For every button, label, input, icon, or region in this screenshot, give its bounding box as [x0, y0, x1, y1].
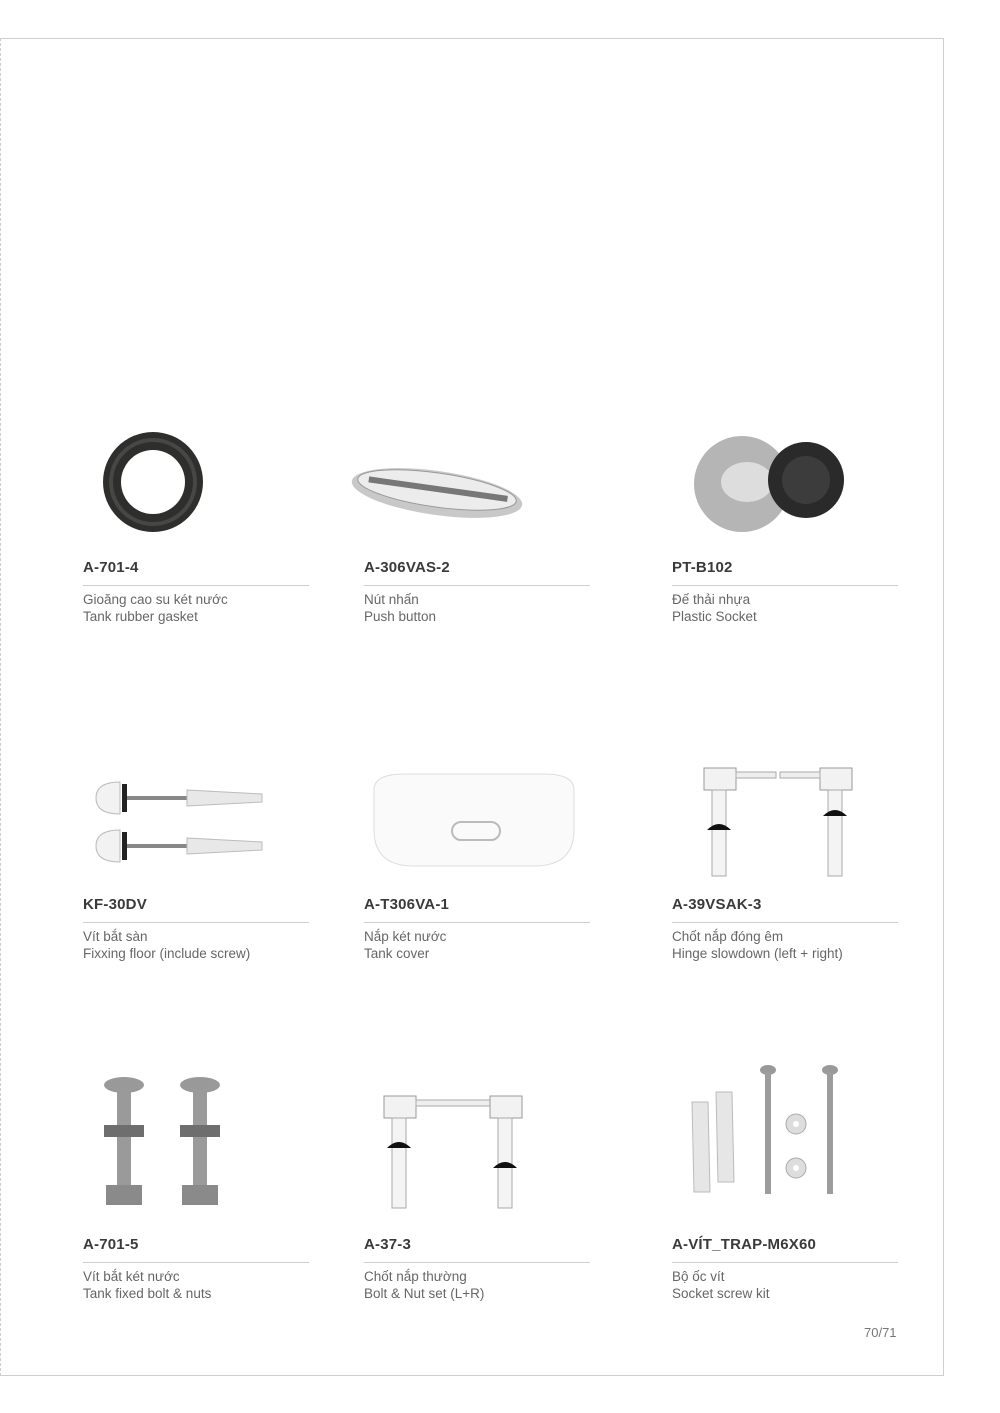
product-name-en: Socket screw kit	[672, 1286, 770, 1301]
product-code: A-306VAS-2	[364, 559, 450, 576]
divider	[672, 585, 898, 586]
product-name-en: Push button	[364, 609, 437, 624]
product-name-en: Tank rubber gasket	[83, 609, 198, 624]
product-code: A-VÍT_TRAP-M6X60	[672, 1236, 817, 1253]
page-number: 70/71	[864, 1325, 897, 1340]
divider	[83, 922, 309, 923]
product-name-en: Tank fixed bolt & nuts	[83, 1286, 212, 1301]
divider	[83, 1262, 309, 1263]
product-code: A-701-4	[83, 559, 139, 576]
divider	[672, 922, 898, 923]
product-name-en: Plastic Socket	[672, 609, 757, 624]
product-name-en: Tank cover	[364, 946, 430, 961]
hinge-bolts-image	[380, 1092, 526, 1214]
hinge-slowdown-image	[700, 764, 860, 880]
product-name-vi: Gioăng cao su két nước	[83, 592, 228, 607]
product-name-vi: Chốt nắp thường	[364, 1269, 467, 1284]
product-name-vi: Nắp két nước	[364, 929, 447, 944]
product-code: A-37-3	[364, 1236, 412, 1253]
product-code: A-T306VA-1	[364, 896, 450, 913]
product-name-vi: Vít bắt sàn	[83, 929, 148, 944]
rubber-gasket-image	[95, 428, 211, 536]
product-name-en: Hinge slowdown (left + right)	[672, 946, 843, 961]
divider	[364, 922, 590, 923]
plastic-socket-image	[692, 432, 848, 536]
product-name-en: Bolt & Nut set (L+R)	[364, 1286, 485, 1301]
tank-cover-image	[364, 770, 584, 870]
push-button-image	[348, 460, 526, 526]
product-code: PT-B102	[672, 559, 733, 576]
product-name-vi: Chốt nắp đóng êm	[672, 929, 784, 944]
product-name-en: Fixxing floor (include screw)	[83, 946, 251, 961]
divider	[364, 1262, 590, 1263]
divider	[83, 585, 309, 586]
floor-screws-image	[92, 778, 268, 870]
product-name-vi: Vít bắt két nước	[83, 1269, 180, 1284]
product-code: A-701-5	[83, 1236, 139, 1253]
product-name-vi: Bộ ốc vít	[672, 1269, 725, 1284]
product-name-vi: Nút nhấn	[364, 592, 419, 607]
screw-kit-image	[684, 1062, 848, 1198]
divider	[672, 1262, 898, 1263]
product-code: KF-30DV	[83, 896, 147, 913]
tank-bolts-image	[96, 1075, 236, 1211]
product-name-vi: Đế thải nhựa	[672, 592, 751, 607]
divider	[364, 585, 590, 586]
product-code: A-39VSAK-3	[672, 896, 762, 913]
